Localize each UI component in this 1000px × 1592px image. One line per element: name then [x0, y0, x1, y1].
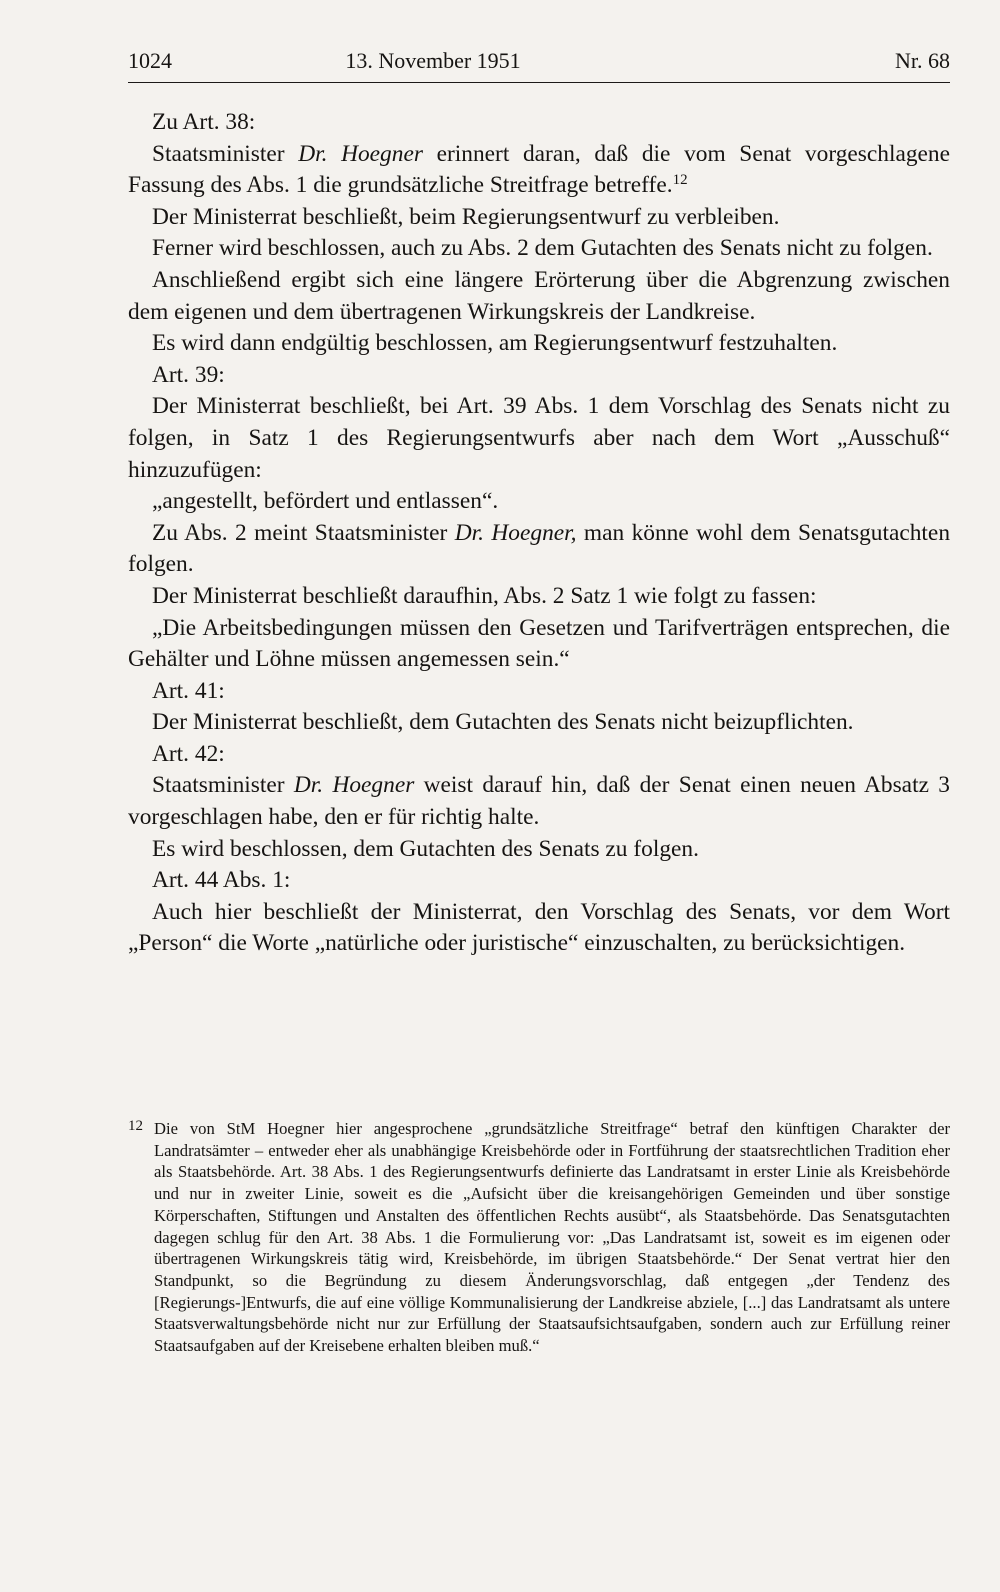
- paragraph: Der Ministerrat beschließt, bei Art. 39 Abs. 1 dem Vorschlag des Senats nicht zu folgen, in Satz 1 des Regierungsentwurfs aber nach dem Wort „Ausschuß“ hinzuzufügen:: [128, 393, 950, 483]
- running-header: [128, 46, 950, 76]
- footnote: [128, 1118, 950, 1357]
- heading-art-44: Art. 44 Abs. 1:: [152, 867, 291, 894]
- quoted-text: „Die Arbeitsbedingungen müssen den Gesetzen und Tarifverträgen entsprechen, die Gehälter und Löhne müssen angemessen sein.“: [128, 614, 950, 673]
- paragraph: Auch hier beschließt der Ministerrat, den Vorschlag des Senats, vor dem Wort „Person“ die Worte „natürliche oder juristische“ einzuschalten, zu berücksichtigen.: [128, 898, 950, 957]
- footnote-reference[interactable]: 12: [672, 172, 688, 189]
- heading-art-42: Art. 42:: [152, 740, 225, 767]
- paragraph: Der Ministerrat beschließt, beim Regierungsentwurf zu verbleiben.: [152, 203, 780, 230]
- page-number: 1024: [128, 48, 172, 73]
- paragraph: Zu Abs. 2 meint Staatsminister Dr. Hoegner, man könne wohl dem Senatsgutachten folgen.: [128, 519, 951, 578]
- paragraph: Der Ministerrat beschließt, dem Gutachten des Senats nicht beizupflichten.: [152, 709, 854, 736]
- person-name: Dr. Hoegner: [293, 772, 415, 799]
- person-name: Dr. Hoegner,: [454, 519, 577, 546]
- footnote-number: 12: [128, 1118, 143, 1134]
- paragraph: Es wird dann endgültig beschlossen, am Regierungsentwurf festzuhalten.: [152, 330, 838, 357]
- footnotes: [128, 1118, 950, 1357]
- heading-art-41: Art. 41:: [152, 677, 225, 704]
- issue-number: Nr. 68: [895, 48, 950, 73]
- paragraph: Anschließend ergibt sich eine längere Erörterung über die Abgrenzung zwischen dem eigenen und dem übertragenen Wirkungskreis der Landkreise.: [128, 266, 950, 325]
- footnote-text: Die von StM Hoegner hier angesprochene „grundsätzliche Streitfrage“ betraf den künftigen Charakter der Landratsämter – entweder eher als unabhängige Kreisbehörde oder in Fortführung der staatsrechtlichen Tradition eher als Staatsbehörde. Art. 38 Abs. 1 des Regierungsentwurfs definierte das Landratsamt in erster Linie als Kreisbehörde und nur in zweiter Linie, soweit es die „Aufsicht über die kreisangehörigen Gemeinden und über sonstige Körperschaften, Stiftungen und Anstalten des öffentlichen Rechts ausübt“, als Staatsbehörde. Das Senatsgutachten dagegen schlug für den Art. 38 Abs. 1 die Formulierung vor: „Das Landratsamt ist, soweit es im eigenen oder übertragenen Wirkungskreis tätig wird, Kreisbehörde, im übrigen Staatsbehörde.“ Der Senat vertrat hier den Standpunkt, so die Begründung zu diesem Änderungsvorschlag, daß entgegen „der Tendenz des [Regierungs-]Entwurfs, die auf eine völlige Kommunalisierung der Landkreise abziele, [...] das Landratsamt als untere Staatsverwaltungsbehörde nicht nur zur Erfüllung der Staatsaufsichtsaufgaben, sondern auch zur Erfüllung reiner Staatsaufgaben auf der Kreisebene erhalten bleiben muß.“: [154, 1119, 950, 1356]
- paragraph: Staatsminister Dr. Hoegner erinnert daran, daß die vom Senat vorgeschlagene Fassung des Abs. 1 die grundsätzliche Streitfrage betreffe.$^{12}$: [128, 140, 950, 199]
- header-date: 13. November 1951: [345, 48, 521, 73]
- heading-art-38: Zu Art. 38:: [152, 109, 256, 135]
- paragraph: Ferner wird beschlossen, auch zu Abs. 2 dem Gutachten des Senats nicht zu folgen.: [152, 235, 933, 262]
- quoted-text: „angestellt, befördert und entlassen“.: [152, 488, 499, 515]
- main-text: [128, 107, 950, 960]
- heading-art-39: Art. 39:: [152, 361, 225, 388]
- header-rule: [128, 82, 950, 83]
- person-name: Dr. Hoegner: [298, 140, 423, 167]
- paragraph: Staatsminister Dr. Hoegner weist darauf hin, daß der Senat einen neuen Absatz 3 vorgeschlagen habe, den er für richtig halte.: [128, 772, 950, 831]
- paragraph: Es wird beschlossen, dem Gutachten des Senats zu folgen.: [152, 835, 699, 862]
- paragraph: Der Ministerrat beschließt daraufhin, Abs. 2 Satz 1 wie folgt zu fassen:: [152, 582, 817, 609]
